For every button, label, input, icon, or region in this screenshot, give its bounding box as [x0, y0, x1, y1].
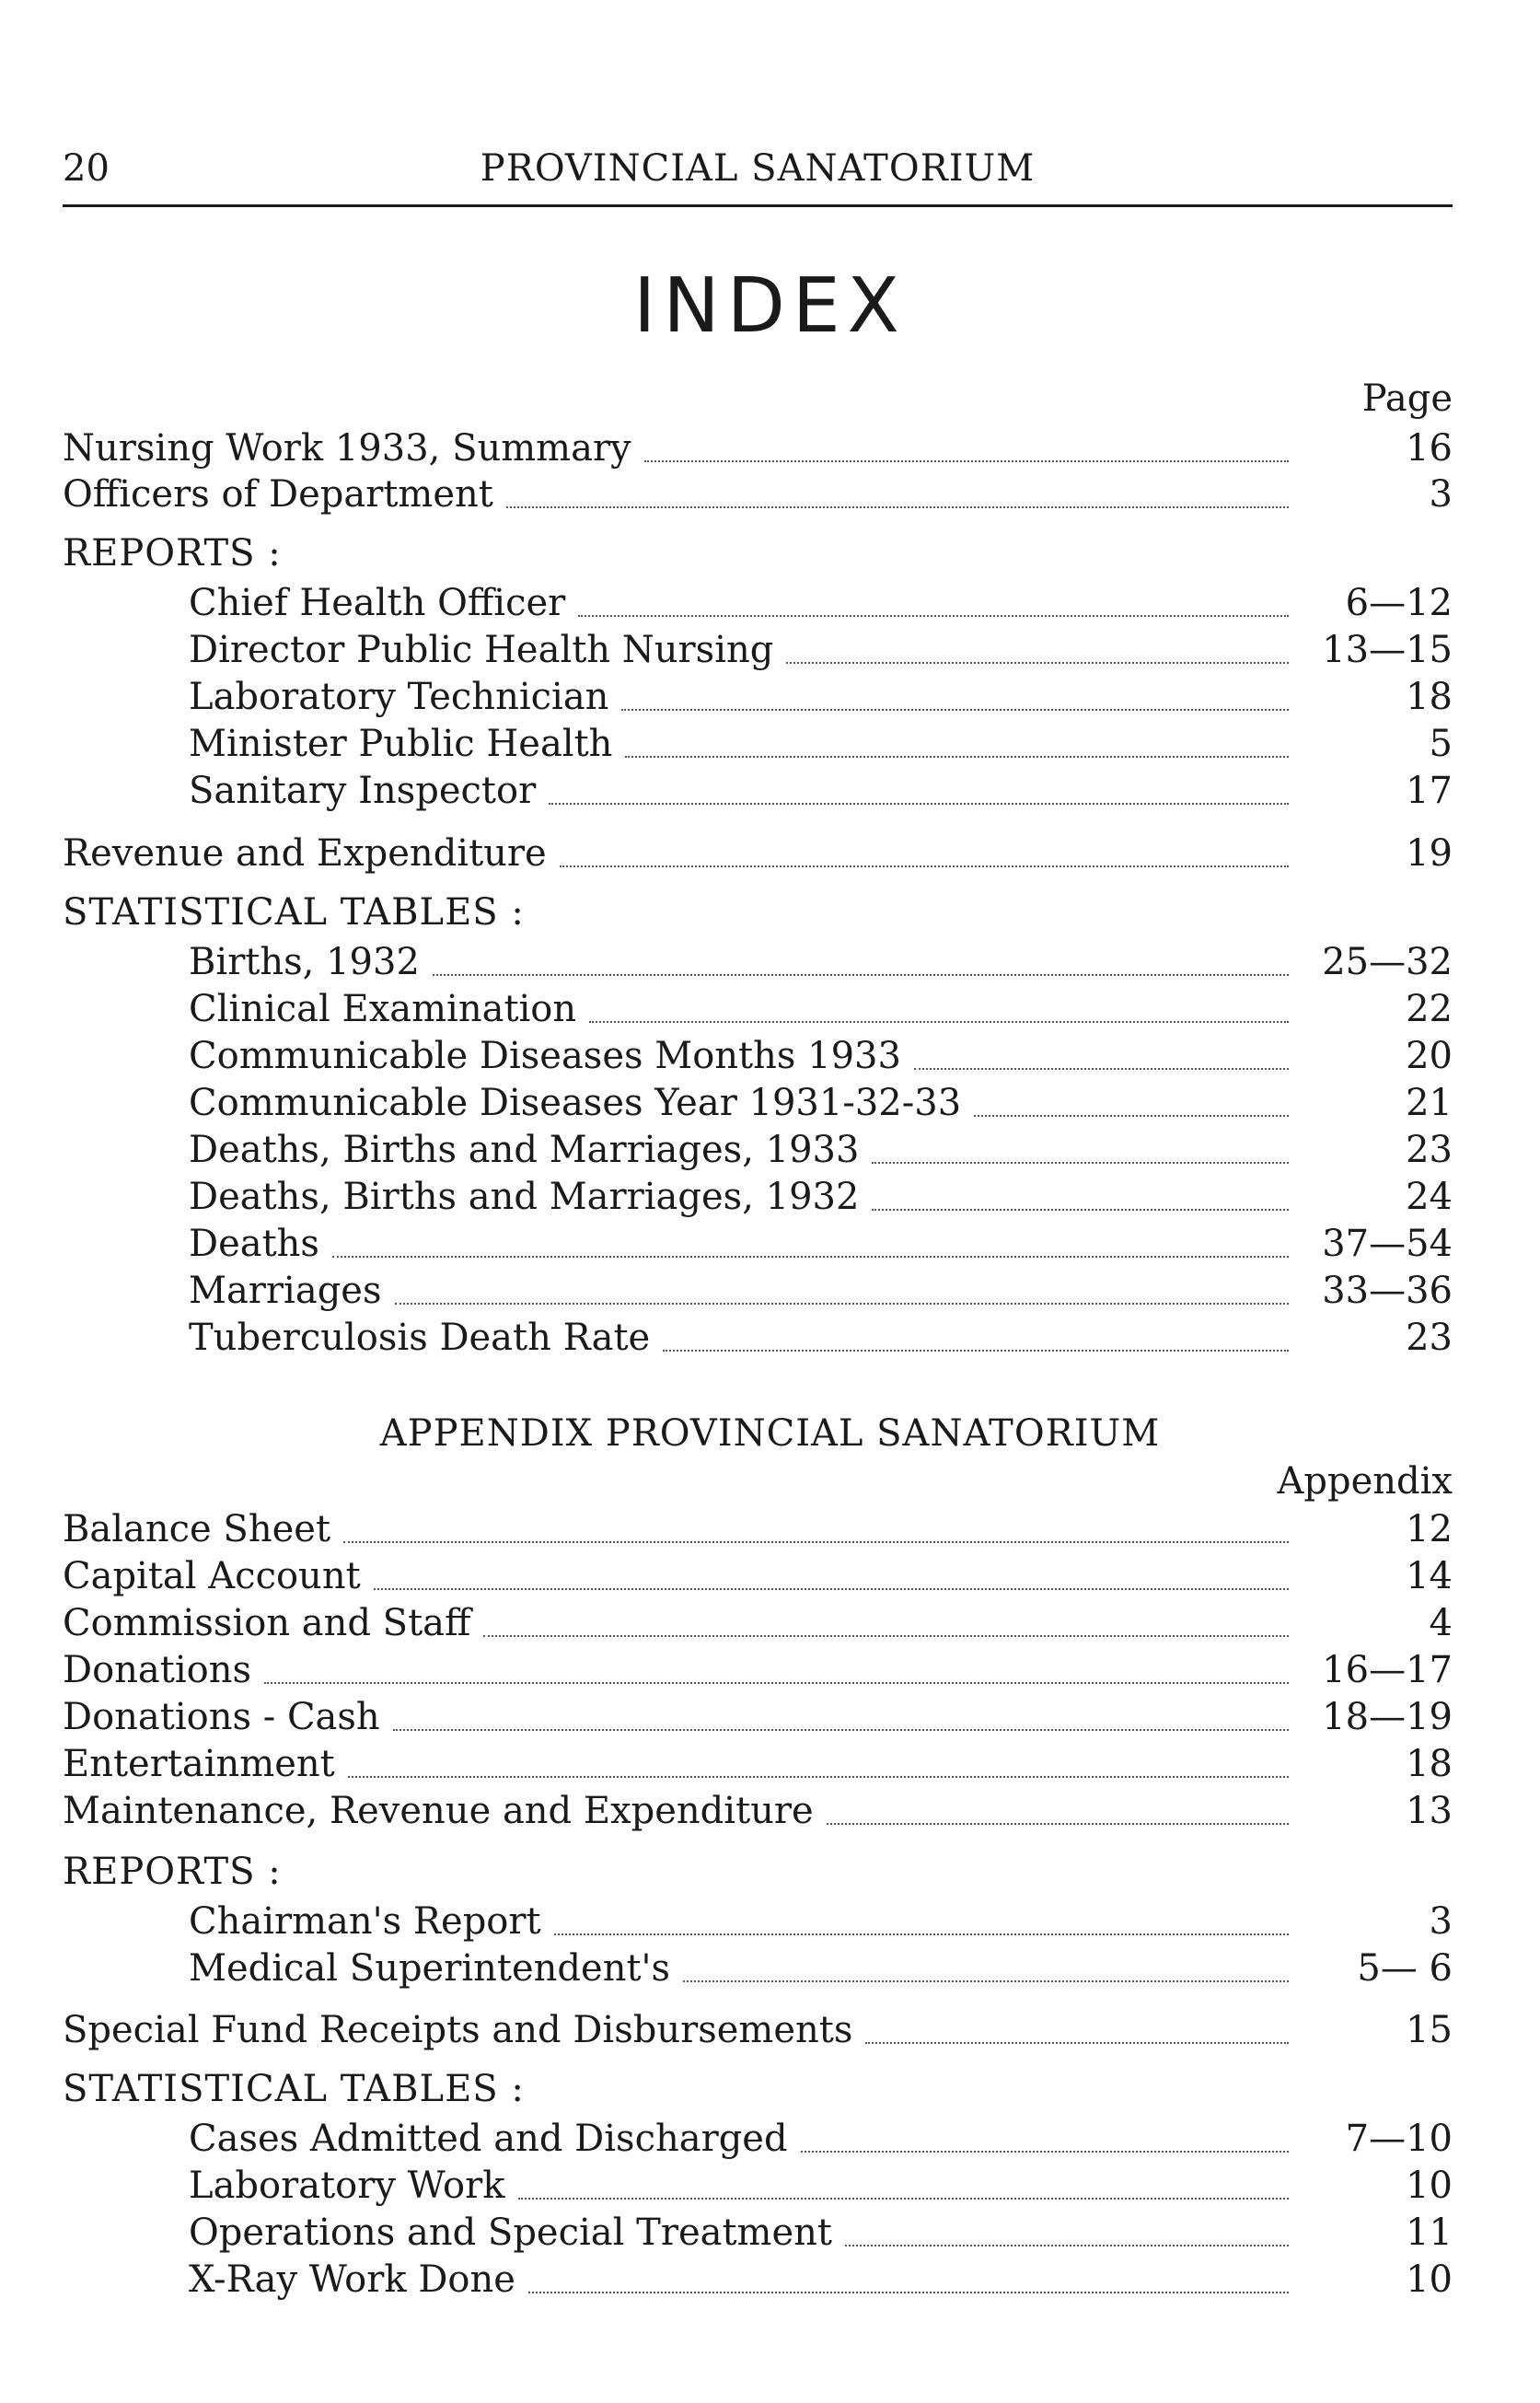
entry-page: 15 [1406, 2009, 1453, 2051]
entry-page: 16—17 [1322, 1649, 1453, 1691]
leader-dots [974, 1115, 1289, 1117]
entry-label: Chief Health Officer [189, 582, 566, 624]
leader-dots [872, 1209, 1289, 1211]
entry-label: Laboratory Technician [189, 676, 609, 718]
entry-label: Deaths, Births and Marriages, 1932 [189, 1176, 860, 1218]
entry-label: Medical Superintendent's [189, 1947, 671, 1990]
entry-label: Operations and Special Treatment [189, 2211, 832, 2254]
running-title: PROVINCIAL SANATORIUM [480, 147, 1036, 190]
appendix-entry [63, 1553, 1453, 1599]
leader-dots [506, 506, 1289, 508]
leader-dots [264, 1682, 1289, 1684]
leader-dots [872, 1162, 1289, 1164]
entry-page: 7—10 [1345, 2118, 1453, 2160]
appendix-entry [189, 2210, 1453, 2256]
leader-dots [865, 2042, 1289, 2044]
appendix-entry [63, 1600, 1453, 1646]
leader-dots [578, 615, 1289, 617]
appendix-entry [63, 2007, 1453, 2053]
entry-page: 20 [1406, 1035, 1453, 1077]
leader-dots [663, 1350, 1289, 1352]
entry-page: 18 [1406, 1743, 1453, 1785]
index-entry [189, 939, 1453, 985]
index-entry [189, 1127, 1453, 1173]
leader-dots [483, 1635, 1289, 1637]
leader-dots [518, 2198, 1290, 2200]
entry-label: Laboratory Work [189, 2165, 505, 2207]
index-entry [189, 1033, 1453, 1079]
leader-dots [395, 1303, 1290, 1305]
entry-page: 33—36 [1322, 1270, 1453, 1312]
entry-page: 19 [1406, 832, 1453, 875]
entry-label: Commission and Staff [63, 1602, 471, 1644]
entry-label: Nursing Work 1933, Summary [63, 427, 631, 470]
leader-dots [786, 662, 1289, 664]
index-entry [189, 627, 1453, 673]
page-title: INDEX [633, 262, 907, 350]
entry-label: Donations [63, 1649, 251, 1691]
entry-label: Special Fund Receipts and Disbursements [63, 2009, 853, 2051]
entry-page: 21 [1406, 1082, 1453, 1124]
running-head [63, 147, 1453, 203]
entry-page: 18—19 [1322, 1696, 1453, 1738]
entry-page: 10 [1406, 2258, 1453, 2301]
entry-page: 25—32 [1322, 941, 1453, 983]
index-entry [189, 1080, 1453, 1126]
appendix-entry [189, 2163, 1453, 2209]
appendix-section-label-statistical-tables: STATISTICAL TABLES : [63, 2068, 525, 2110]
entry-page: 5— 6 [1357, 1947, 1453, 1990]
appendix-heading: APPENDIX PROVINCIAL SANATORIUM [379, 1412, 1161, 1455]
entry-label: Capital Account [63, 1555, 361, 1597]
leader-dots [683, 1980, 1289, 1982]
entry-page: 22 [1406, 988, 1453, 1030]
leader-dots [827, 1823, 1289, 1825]
entry-page: 24 [1406, 1176, 1453, 1218]
entry-page: 16 [1406, 427, 1453, 470]
appendix-entry [63, 1506, 1453, 1552]
leader-dots [554, 1933, 1289, 1935]
appendix-column-head: Appendix [1277, 1460, 1453, 1503]
entry-label: Donations - Cash [63, 1696, 380, 1738]
leader-dots [393, 1729, 1289, 1731]
index-entry [189, 1268, 1453, 1314]
entry-label: Revenue and Expenditure [63, 832, 547, 875]
entry-label: Deaths, Births and Marriages, 1933 [189, 1129, 860, 1171]
entry-label: Chairman's Report [189, 1900, 541, 1943]
entry-label: Balance Sheet [63, 1508, 331, 1550]
entry-page: 13 [1406, 1790, 1453, 1832]
entry-page: 14 [1406, 1555, 1453, 1597]
index-entry [189, 986, 1453, 1032]
leader-dots [374, 1588, 1289, 1590]
entry-page: 10 [1406, 2165, 1453, 2207]
entry-label: Entertainment [63, 1743, 335, 1785]
entry-page: 3 [1429, 1900, 1453, 1943]
leader-dots [589, 1021, 1289, 1023]
index-entry [63, 425, 1453, 471]
appendix-entry [189, 2116, 1453, 2162]
page-column-head: Page [1361, 377, 1453, 420]
appendix-entry [189, 1898, 1453, 1944]
entry-label: Cases Admitted and Discharged [189, 2118, 788, 2160]
entry-label: Marriages [189, 1270, 382, 1312]
entry-page: 12 [1406, 1508, 1453, 1550]
appendix-entry [189, 1945, 1453, 1991]
entry-label: Officers of Department [63, 473, 493, 516]
leader-dots [644, 460, 1289, 462]
leader-dots [914, 1068, 1289, 1070]
entry-label: Maintenance, Revenue and Expenditure [63, 1790, 814, 1832]
leader-dots [625, 756, 1289, 758]
leader-dots [433, 974, 1289, 976]
entry-label: Director Public Health Nursing [189, 629, 774, 671]
index-entry [189, 1174, 1453, 1220]
entry-page: 4 [1429, 1602, 1453, 1644]
index-entry [63, 471, 1453, 517]
index-entry [63, 830, 1453, 876]
leader-dots [348, 1776, 1289, 1778]
entry-label: Communicable Diseases Year 1931-32-33 [189, 1082, 962, 1124]
leader-dots [801, 2151, 1289, 2153]
leader-dots [621, 709, 1289, 711]
entry-label: Tuberculosis Death Rate [189, 1317, 651, 1359]
entry-page: 18 [1406, 676, 1453, 718]
entry-label: Sanitary Inspector [189, 770, 537, 812]
entry-page: 3 [1429, 473, 1453, 516]
leader-dots [845, 2245, 1289, 2246]
section-label-reports: REPORTS : [63, 532, 282, 575]
entry-page: 17 [1406, 770, 1453, 812]
index-entry [189, 721, 1453, 767]
entry-page: 6—12 [1345, 582, 1453, 624]
index-entry [189, 1315, 1453, 1361]
appendix-entry [63, 1694, 1453, 1740]
entry-page: 37—54 [1322, 1223, 1453, 1265]
entry-page: 23 [1406, 1129, 1453, 1171]
appendix-entry [189, 2257, 1453, 2303]
leader-dots [343, 1541, 1289, 1543]
appendix-entry [63, 1647, 1453, 1693]
entry-label: Clinical Examination [189, 988, 577, 1030]
appendix-entry [63, 1741, 1453, 1787]
appendix-entry [63, 1788, 1453, 1834]
entry-label: Deaths [189, 1223, 319, 1265]
leader-dots [560, 865, 1289, 867]
page-number: 20 [63, 147, 110, 190]
section-label-statistical-tables: STATISTICAL TABLES : [63, 891, 525, 934]
entry-page: 13—15 [1322, 629, 1453, 671]
entry-label: X-Ray Work Done [189, 2258, 515, 2301]
index-entry [189, 768, 1453, 814]
index-entry [189, 1221, 1453, 1267]
entry-page: 23 [1406, 1317, 1453, 1359]
header-rule [63, 204, 1453, 207]
entry-label: Births, 1932 [189, 941, 420, 983]
index-entry [189, 674, 1453, 720]
appendix-section-label-reports: REPORTS : [63, 1851, 282, 1893]
entry-label: Communicable Diseases Months 1933 [189, 1035, 901, 1077]
index-entry [189, 580, 1453, 626]
entry-page: 11 [1406, 2211, 1453, 2254]
leader-dots [528, 2292, 1289, 2293]
leader-dots [549, 803, 1289, 805]
entry-page: 5 [1429, 723, 1453, 765]
leader-dots [332, 1256, 1289, 1258]
entry-label: Minister Public Health [189, 723, 613, 765]
